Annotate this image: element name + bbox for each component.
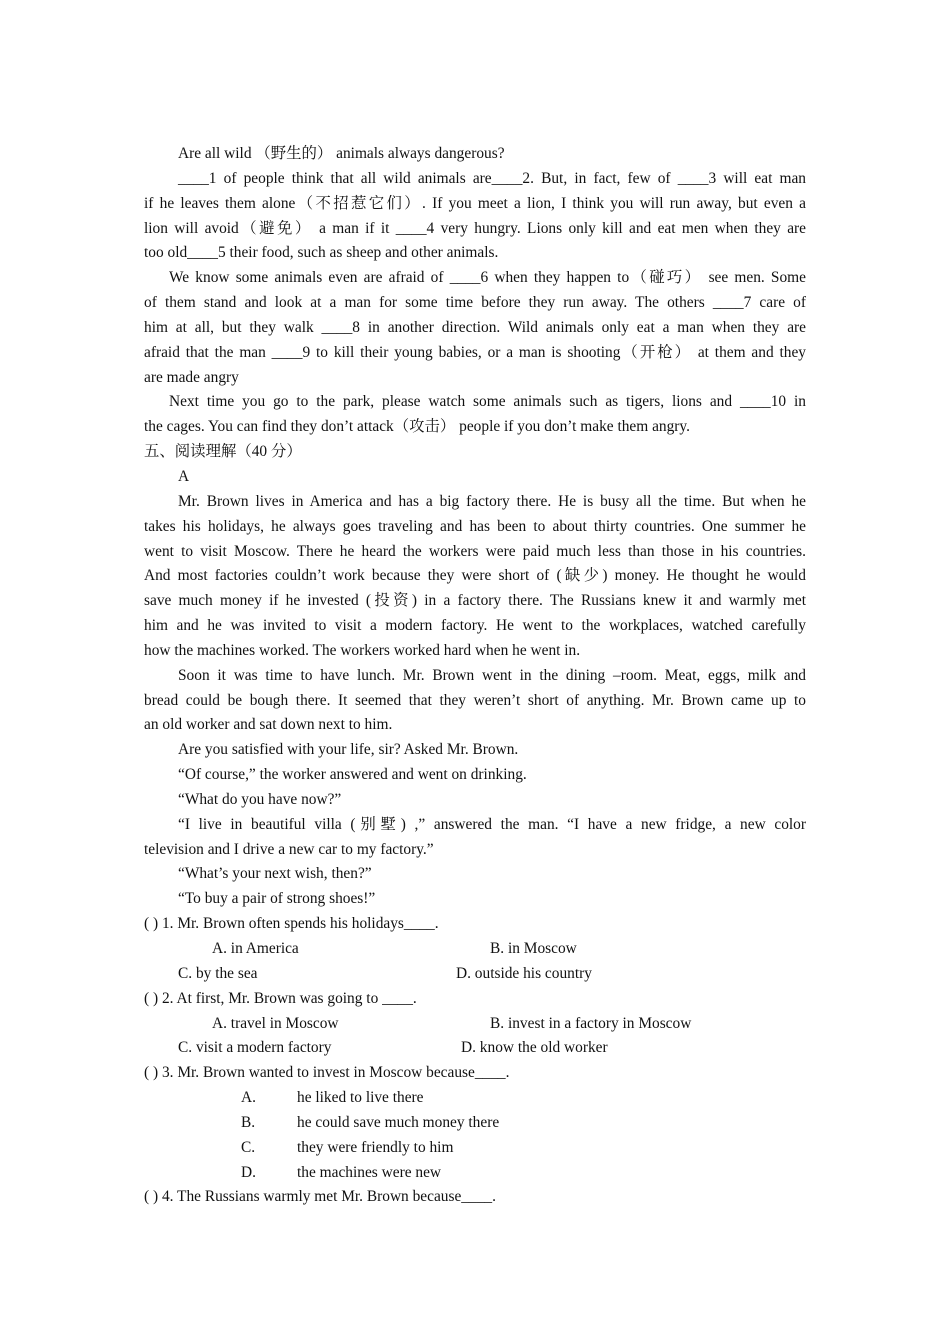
option-text: he liked to live there (297, 1089, 424, 1107)
question-1-options-row-2 (144, 962, 806, 987)
dialogue-line: “Of course,” the worker answered and went on drinking. (178, 766, 527, 784)
option-text: the machines were new (297, 1163, 442, 1181)
dialogue-line: “To buy a pair of strong shoes!” (178, 890, 376, 908)
question-3-option (144, 1086, 806, 1111)
dialogue-line: “I live in beautiful villa (别墅) ,” answered the man. “I have a new fridge, a new color (178, 815, 806, 833)
option-letter: A. (241, 1089, 256, 1107)
option-text: he could save much money there (297, 1113, 500, 1131)
cloze-text-line: We know some animals even are afraid of ____6 when they happen to（碰巧） see men. Some (169, 269, 806, 287)
passage-text-line: went to visit Moscow. There he heard the workers were paid much less than those in his countries. (144, 542, 806, 560)
question-2: ( ) 2. At first, Mr. Brown was going to ____. (144, 989, 417, 1007)
option-letter: D. (241, 1163, 256, 1181)
cloze-text-line: Next time you go to the park, please watch some animals such as tigers, lions and ____10 in (169, 393, 806, 411)
cloze-text-line: are made angry (144, 368, 239, 386)
cloze-text-line: the cages. You can find they don’t attack（攻击） people if you don’t make them angry. (144, 418, 690, 436)
option-text: they were friendly to him (297, 1138, 454, 1156)
question-4: ( ) 4. The Russians warmly met Mr. Brown because____. (144, 1188, 496, 1206)
dialogue-line: “What do you have now?” (178, 790, 342, 808)
passage-text-line: him and he was invited to visit a modern factory. He went to the workplaces, watched carefully (144, 617, 806, 635)
passage-text-line: takes his holidays, he always goes traveling and has been to about thirty countries. One summer he (144, 517, 806, 535)
question-3: ( ) 3. Mr. Brown wanted to invest in Moscow because____. (144, 1064, 510, 1082)
option-letter: C. (241, 1138, 256, 1156)
option-c: C. by the sea (178, 964, 258, 982)
option-a: A. in America (212, 940, 299, 957)
option-a: A. travel in Moscow (212, 1014, 339, 1032)
passage-text-line: an old worker and sat down next to him. (144, 716, 393, 734)
cloze-text-line: if he leaves them alone（不招惹它们）. If you meet a lion, I think you will run away, but even a (144, 194, 806, 212)
cloze-text-line: too old____5 their food, such as sheep and other animals. (144, 244, 499, 262)
option-b: B. invest in a factory in Moscow (490, 1014, 692, 1032)
option-c: C. visit a modern factory (178, 1039, 332, 1057)
dialogue-line: “What’s your next wish, then?” (178, 865, 372, 883)
passage-text-line: And most factories couldn’t work because they were short of (缺少) money. He thought he would (144, 567, 806, 585)
question-3-option (144, 1111, 806, 1136)
question-2-options-row-2 (144, 1036, 806, 1061)
cloze-text-line: him at all, but they walk ____8 in another direction. Wild animals only eat a man when they are (144, 318, 806, 336)
option-letter: B. (241, 1113, 256, 1131)
question-3-option (144, 1136, 806, 1161)
dialogue-line: television and I drive a new car to my factory.” (144, 840, 434, 858)
cloze-title: Are all wild （野生的） animals always dangerous? (178, 145, 505, 162)
question-3-option (144, 1161, 806, 1186)
question-2-options-row-1 (144, 1012, 806, 1037)
passage-text-line: how the machines worked. The workers worked hard when he went in. (144, 641, 581, 659)
option-d: D. outside his country (456, 964, 592, 982)
question-1: ( ) 1. Mr. Brown often spends his holidays____. (144, 915, 439, 933)
passage-label: A (178, 467, 190, 485)
cloze-text-line: lion will avoid（避免） a man if it ____4 very hungry. Lions only kill and eat men when they are (144, 219, 806, 237)
passage-text-line: Mr. Brown lives in America and has a big factory there. He is busy all the time. But when he (178, 492, 806, 510)
cloze-text-line: of them stand and look at a man for some time before they run away. The others ____7 care of (144, 294, 806, 312)
question-1-options-row-1 (144, 937, 806, 962)
passage-text-line: bread could be bough there. It seemed that they weren’t short of anything. Mr. Brown came up to (144, 691, 806, 709)
option-d: D. know the old worker (461, 1039, 608, 1057)
option-b: B. in Moscow (490, 940, 577, 957)
document-content (144, 142, 806, 1210)
dialogue-line: Are you satisfied with your life, sir? Asked Mr. Brown. (178, 741, 519, 759)
passage-text-line: save much money if he invested (投资) in a factory there. The Russians knew it and warmly met (144, 592, 806, 610)
passage-text-line: Soon it was time to have lunch. Mr. Brown went in the dining –room. Meat, eggs, milk and (178, 666, 806, 684)
section-heading: 五、阅读理解（40 分） (144, 443, 302, 461)
cloze-text-line: afraid that the man ____9 to kill their young babies, or a man is shooting（开枪） at them and they (144, 343, 806, 361)
cloze-text-line: ____1 of people think that all wild animals are____2. But, in fact, few of ____3 will eat man (178, 169, 806, 187)
